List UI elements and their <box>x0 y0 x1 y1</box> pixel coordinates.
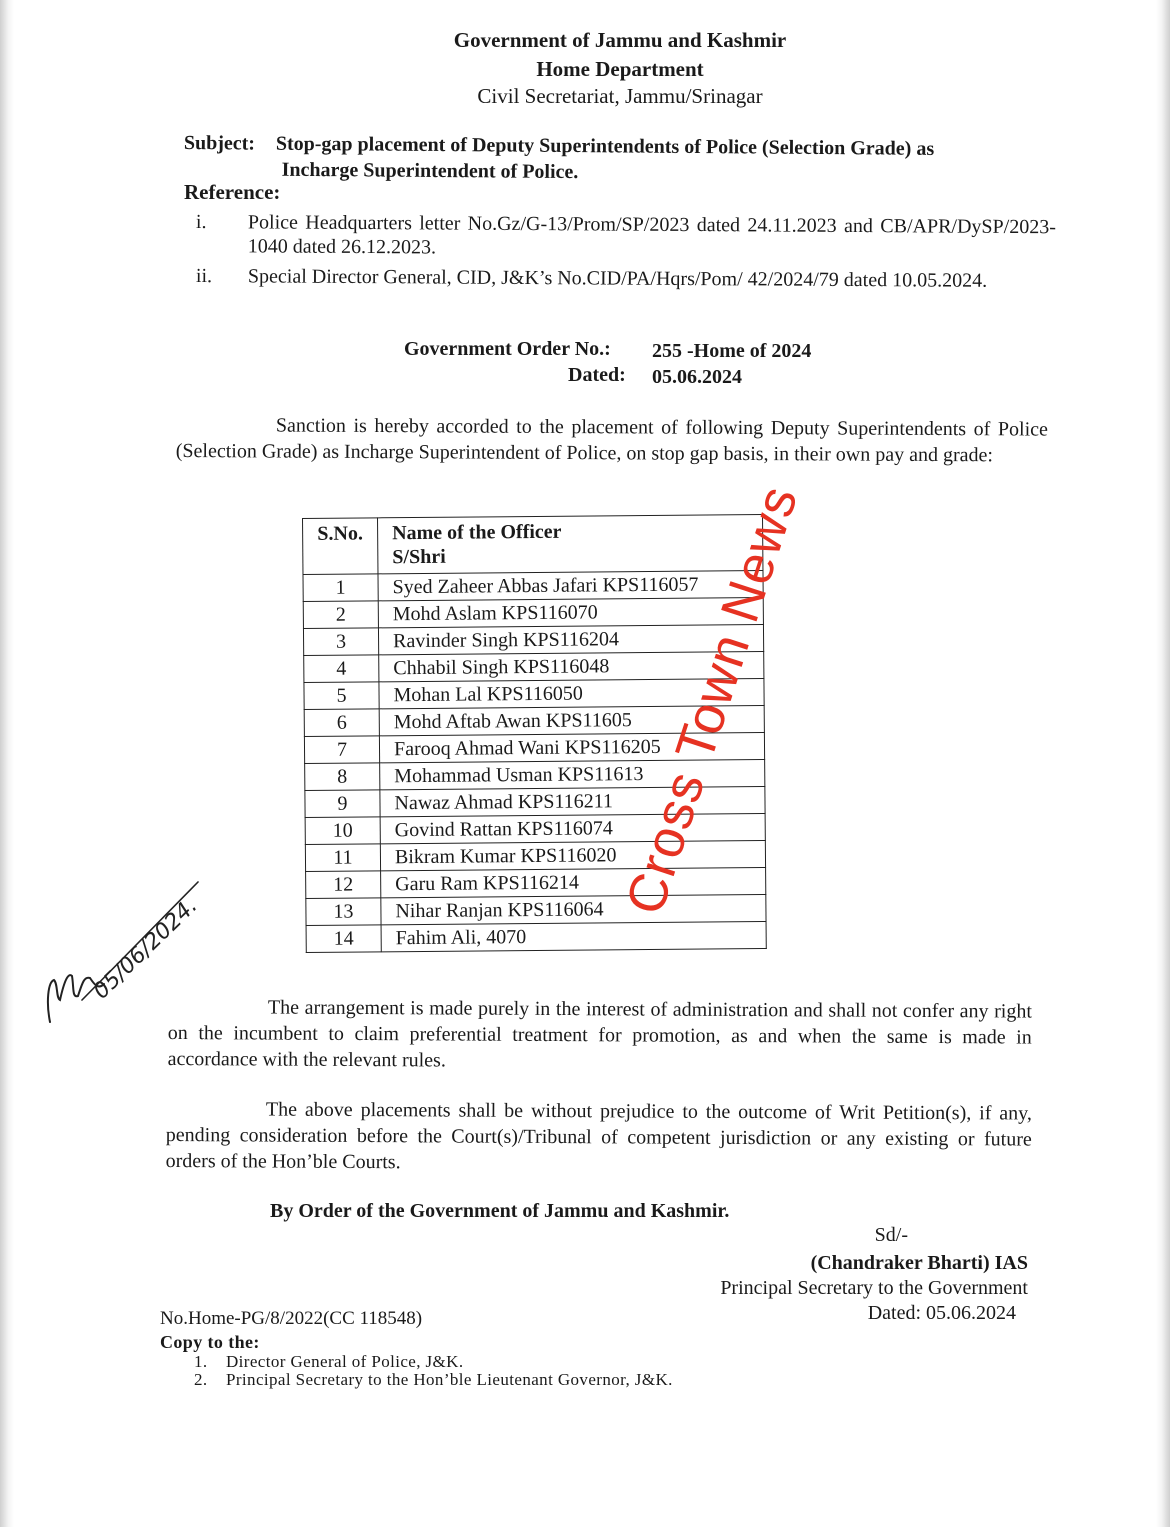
cell-name: Mohd Aslam KPS116070 <box>378 597 763 627</box>
table-row <box>306 921 766 952</box>
cell-sno: 4 <box>304 655 379 683</box>
cell-sno: 6 <box>304 709 379 737</box>
signatory-dated: Dated: 05.06.2024 <box>867 1302 1016 1324</box>
paragraph-placements <box>166 1096 1032 1179</box>
paragraph-arrangement-text: The arrangement is made purely in the interest of administration and shall not confer any right on the incumbent to claim preferential treatment for promotion, as and when the same is made in accordance with the relevant rules. <box>167 996 1032 1072</box>
copy-to-item-number: 2. <box>194 1370 208 1389</box>
table-row <box>306 867 766 898</box>
reference-item-text: Special Director General, CID, J&K’s No.CID/PA/Hqrs/Pom/ 42/2024/79 dated 10.05.2024. <box>247 265 988 292</box>
copy-to-item-text: Director General of Police, J&K. <box>226 1352 464 1371</box>
header-department: Home Department <box>536 57 704 81</box>
subject-line1: Stop-gap placement of Deputy Superintendents of Police (Selection Grade) as <box>275 132 935 160</box>
table-row <box>303 570 763 601</box>
cell-sno: 12 <box>306 871 381 899</box>
cell-name: Mohd Aftab Awan KPS11605 <box>379 705 764 735</box>
file-number: No.Home-PG/8/2022(CC 118548) <box>160 1308 423 1329</box>
order-no-label: Government Order No.: <box>404 338 611 360</box>
paragraph-arrangement <box>168 994 1032 1077</box>
by-order-line: By Order of the Government of Jammu and Kashmir. <box>270 1200 730 1222</box>
header-name-line1: Name of the Officer <box>392 520 562 545</box>
reference-item <box>196 210 1056 263</box>
cell-name: Nawaz Ahmad KPS116211 <box>380 786 765 816</box>
cell-name: Ravinder Singh KPS116204 <box>378 624 763 654</box>
cell-sno: 1 <box>303 574 378 602</box>
signatory-designation: Principal Secretary to the Government <box>720 1277 1028 1299</box>
paragraph-placements-text: The above placements shall be without prejudice to the outcome of Writ Petition(s), if any, pending consideration before the Court(s)/Tribunal of competent jurisdiction or any existing or future orders of the Hon’ble Courts. <box>165 1098 1032 1174</box>
header-sno: S.No. <box>303 518 378 575</box>
header-secretariat: Civil Secretariat, Jammu/Srinagar <box>477 84 763 108</box>
copy-to-item-number: 1. <box>194 1352 208 1371</box>
table-row <box>306 894 766 925</box>
copy-to-item-text: Principal Secretary to the Hon’ble Lieutenant Governor, J&K. <box>226 1370 673 1389</box>
cell-sno: 11 <box>305 844 380 872</box>
signatory-name: (Chandraker Bharti) IAS <box>810 1252 1028 1274</box>
header-name-line2: S/Shri <box>392 545 446 569</box>
cell-name: Farooq Ahmad Wani KPS116205 <box>379 732 764 762</box>
cell-sno: 7 <box>304 736 379 764</box>
table-header-row <box>303 514 763 574</box>
copy-to-label: Copy to the: <box>160 1332 260 1352</box>
cell-name: Mohan Lal KPS116050 <box>379 678 764 708</box>
header-government: Government of Jammu and Kashmir <box>453 28 787 52</box>
copy-to-item <box>194 1370 673 1390</box>
reference-item <box>196 264 1056 293</box>
reference-item-text: Police Headquarters letter No.Gz/G-13/Prom/SP/2023 dated 24.11.2023 and CB/APR/DySP/2023-1040 dated 26.12.2023. <box>247 211 1056 259</box>
cell-name: Garu Ram KPS116214 <box>381 867 766 897</box>
cell-name: Nihar Ranjan KPS116064 <box>381 894 766 924</box>
order-no-value: 255 -Home of 2024 <box>652 340 812 362</box>
watermark-text: Cross Town News <box>614 478 810 922</box>
page-edge-right <box>1156 0 1170 1527</box>
cell-name: Fahim Ali, 4070 <box>381 921 766 951</box>
cell-sno: 5 <box>304 682 379 710</box>
table-row <box>303 597 763 628</box>
cell-name: Chhabil Singh KPS116048 <box>379 651 764 681</box>
reference-label: Reference: <box>184 180 281 204</box>
cell-name: Syed Zaheer Abbas Jafari KPS116057 <box>378 570 763 600</box>
subject-block <box>184 130 1054 189</box>
cell-sno: 8 <box>305 763 380 791</box>
copy-to-item <box>194 1352 464 1372</box>
cell-sno: 13 <box>306 898 381 926</box>
order-dated-value: 05.06.2024 <box>652 366 742 388</box>
handwritten-date: 05/06/2024. <box>88 893 203 1005</box>
page-edge-left <box>0 0 14 1527</box>
cell-sno: 3 <box>303 628 378 656</box>
cell-sno: 14 <box>306 925 381 953</box>
intro-paragraph-text: Sanction is hereby accorded to the placement of following Deputy Superintendents of Police (Selection Grade) as Incharge Superintendent of Police, on stop gap basis, in their own pay and grade: <box>175 414 1048 467</box>
cell-name: Bikram Kumar KPS116020 <box>380 840 765 870</box>
signatory-sd: Sd/- <box>874 1224 908 1246</box>
subject-label: Subject: <box>183 131 256 155</box>
intro-paragraph <box>176 412 1048 469</box>
header-name <box>378 514 763 573</box>
cell-sno: 9 <box>305 790 380 818</box>
order-dated-label: Dated: <box>568 364 626 386</box>
cell-sno: 10 <box>305 817 380 845</box>
reference-item-number: ii. <box>195 264 213 288</box>
subject-line2: Incharge Superintendent of Police. <box>281 158 579 184</box>
cell-sno: 2 <box>303 601 378 629</box>
cell-name: Mohammad Usman KPS11613 <box>380 759 765 789</box>
reference-item-number: i. <box>195 210 207 234</box>
cell-name: Govind Rattan KPS116074 <box>380 813 765 843</box>
